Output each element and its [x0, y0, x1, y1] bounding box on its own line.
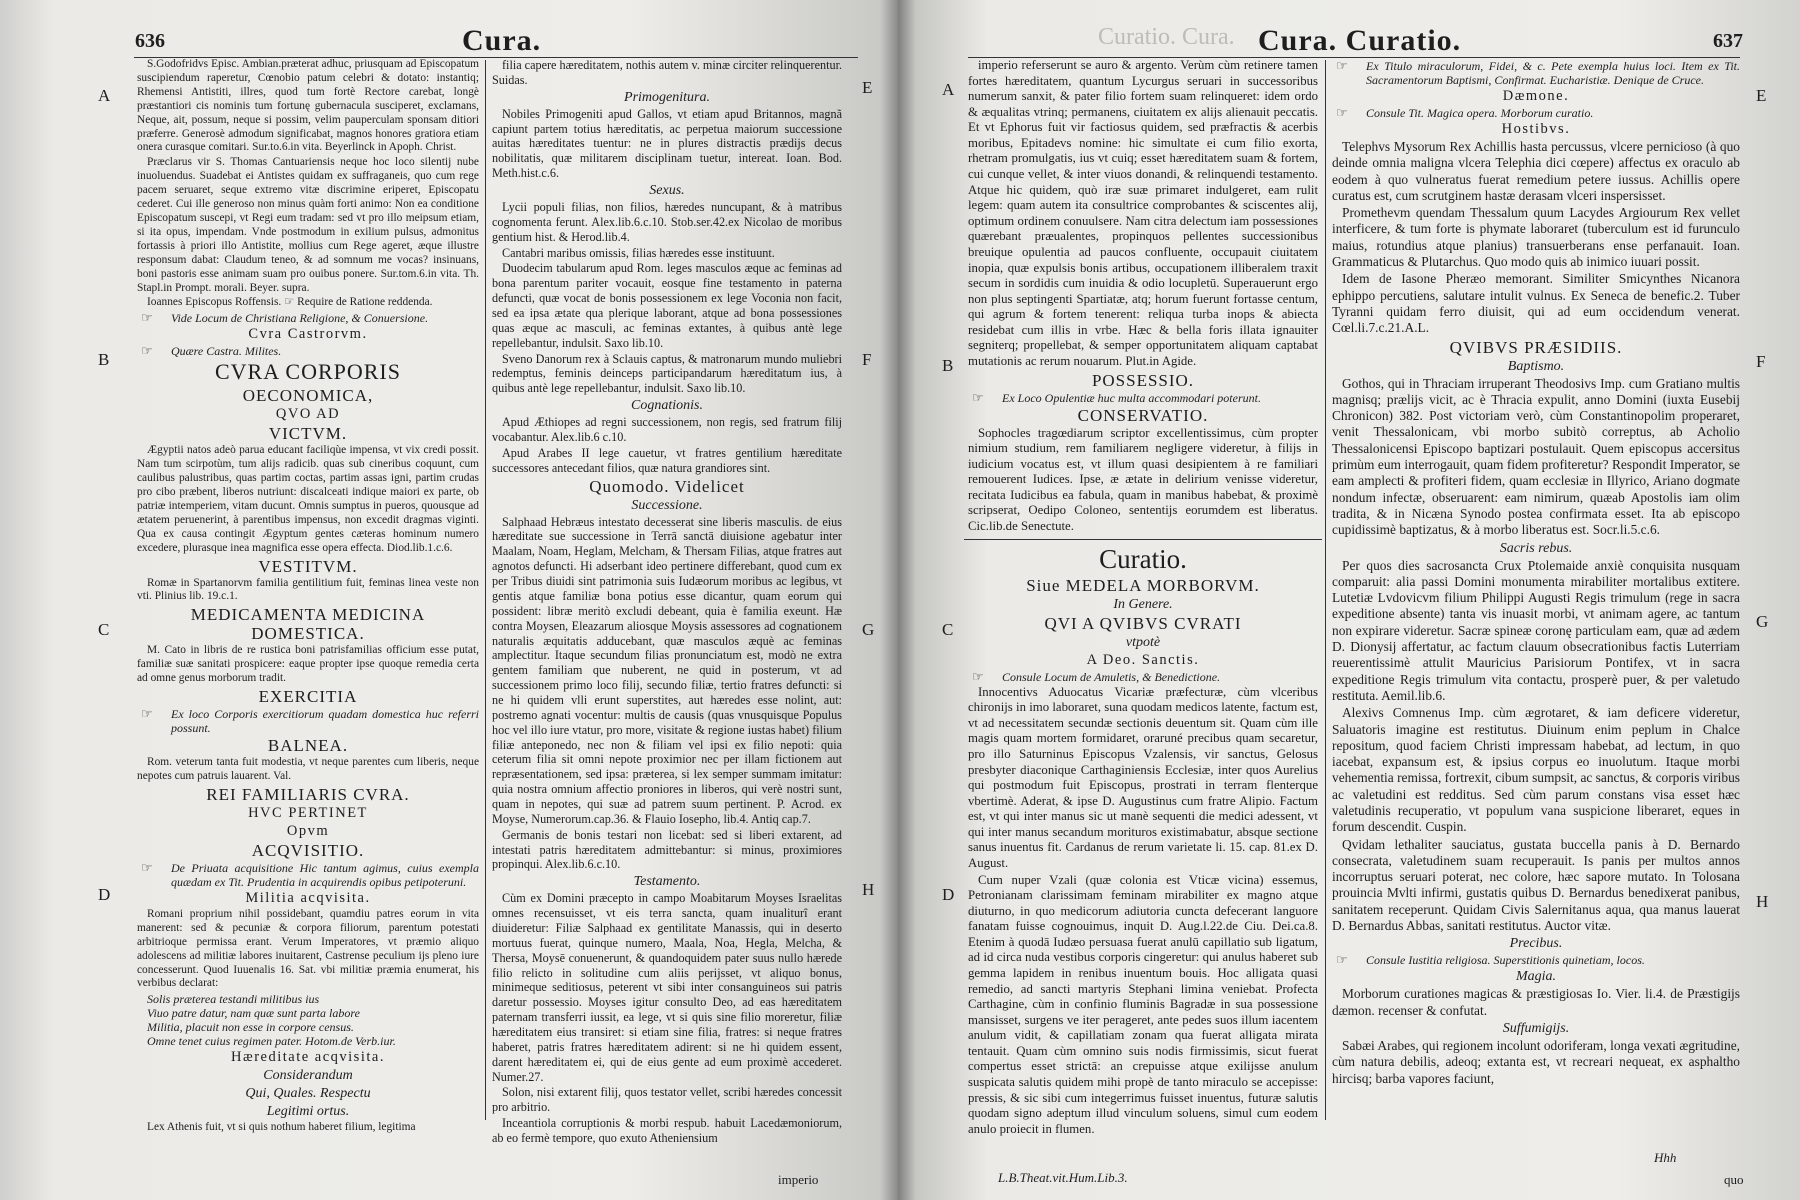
- paragraph: [137, 156, 479, 295]
- text: QVI A QVIBVS CVRATI: [1044, 613, 1242, 633]
- verse-line: [137, 1034, 479, 1048]
- text: In Genere.: [1113, 596, 1173, 612]
- text: Qui, Quales. Respectu: [245, 1086, 371, 1102]
- right-column-2: [1332, 58, 1740, 1088]
- text: Romani proprium nihil possidebant, quamdiu patres eorum in vita manerent: sed & pecuniæ & corpora filiorum, parentum potestati arbitrioque permissa erant. Verum Imperatores, vt præmio aliquo adolescens ad militiæ labores inuitarent, Castrense peculium ijs pleno iure concesserunt. Quod Iuuenalis 16. Sat. vbi militiæ præmia enumerat, his verbibus declarat:: [137, 907, 479, 990]
- text: Lycii populi filias, non filios, hæredes nuncupant, & à matribus cognomenta ferunt. Alex.lib.6.c.10. Stob.ser.42.ex Nicolao de moribus gentium hist. & Herod.lib.4.: [492, 200, 842, 244]
- cross-reference: [968, 670, 1318, 684]
- right-signature-mark: Hhh: [1654, 1150, 1677, 1165]
- text: Consule Tit. Magica opera. Morborum curatio.: [1366, 106, 1594, 120]
- text: Cùm ex Domini præcepto in campo Moabitarum Moyses Israelitas omnes recensuisset, vt eis terra sancta, quam inualiturî erant diuideretur: Filiæ Salphaad ex gentilitate Manassis, qui in deserto mortuus fuerat, quinque numero, Maala, Noa, Hegla, Melcha, & Thersa, Moysē conuenerunt, & quandoquidem pater suus nullo hærede filio relicto in solitudine cum aliis perijsset, vt aliquo bonus, minimeque seditiosus, peterent vt sibi inter consanguineos sui patris daretur possessio. Moyses igitur consulto Deo, ad eas hæreditatem paternam transferri iussit, ea lege, vt si quis sine filio moreretur, filiæ hæreditatem eius transiret: si etiam sine filia, fratres: si neque fratres haberet, patris fratres hæreditatem adirent: si ne hi quidem essent, darent hæreditatem ei, qui de eius gente ad eum proximè accederet. Numer.27.: [492, 891, 842, 1084]
- text: filia capere hæreditatem, nothis autem v. minæ circiter relinquerentur. Suidas.: [492, 58, 842, 87]
- heading: [137, 841, 479, 860]
- text: CONSERVATIO.: [1077, 405, 1209, 425]
- right-margin-g: G: [1756, 612, 1769, 631]
- text: De Priuata acquisitione Hic tantum agimus, cuius exempla quædam ex Tit. Prudentia in acquirendis opibus petipoteruni.: [171, 860, 479, 889]
- cross-reference: [968, 391, 1318, 405]
- paragraph: [137, 296, 479, 310]
- right-showthrough-head: Curatio. Cura.: [1098, 24, 1235, 50]
- right-running-title: Cura. Curatio.: [1258, 24, 1462, 57]
- text: Lex Athenis fuit, vt si quis nothum haberet filium, legitima: [147, 1121, 416, 1134]
- right-margin-d: D: [942, 885, 955, 904]
- heading: [968, 576, 1318, 595]
- heading: [137, 326, 479, 343]
- paragraph: [1332, 558, 1740, 705]
- left-margin-e: E: [862, 78, 873, 97]
- left-column-2: [492, 58, 842, 1147]
- text: Ex loco Corporis exercitiorum quadam domestica huc referri possunt.: [171, 707, 479, 736]
- cross-reference: [137, 344, 479, 358]
- right-margin-e: E: [1756, 86, 1767, 105]
- left-margin-f: F: [862, 350, 872, 369]
- paragraph: [1332, 139, 1740, 204]
- text: Gothos, qui in Thraciam irruperant Theodosivs Imp. cum Gratiano multis magnisq; prælijs vicit, ac è Thracia expulit, anno Domini (iuxta Eusebij Chronicon) 382. Post victoriam verò, cùm Constantinopolim properaret, venit Thessalonicam, vbi morbo subitò correptus, ab Acholio Thessalonicensi Episcopo baptizari postulauit. Quem episcopus accersitus primùm eum interrogauit, quam fidem profiteretur? Respondit Imperator, se eam amplecti & profiteri fidem, quam ecclesiæ in Illyrico, Ariano dogmate nondum infectæ, obseruarent: eam nimirum, quæab Apostolis iam olim tradita, & in Nicæna Synodo postea confirmata esset. Ita ab episcopo cupidissimè baptizatus, & à morbo liberatus est. Socr.li.5.c.6.: [1332, 375, 1740, 538]
- subheading: [137, 1085, 479, 1102]
- left-column-1: [137, 58, 479, 1136]
- heading: [137, 557, 479, 576]
- paragraph: [492, 515, 842, 827]
- text: Precibus.: [1509, 936, 1563, 952]
- text: imperio referserunt se auro & argento. Verùm cùm retinere tamen fortes hæreditatem, quantum Lycurgus seruari in successoribus numerum sanxit, & pater filio fortem suam relinqueret: idem ordo & æqualitas vtrinq; permanens, ciuitatem ex alijs alienauit peccatis. Et vt Ephorus fuit vir factiosus quidem, sed præfractis & acerbis moribus, Epitadevs nomine: hic simultate ei cum filio exorta, rhetram promulgatis, ius vt cuiq; esset hæreditatem suam & fortem, cui cunque vellet, & inter viuos donandi, & relinquendi testamento. Atque hic quidem, quò iræ suæ primaret indulgeret, eam rulit legem: quam autem ita consultrice comprobantes & sciscentes alij, optimum ordinem conuulsere. Nam citra delectum iam possessiones quærebant præualentes, propinquos pellentes successionibus breuique opulentia ad paucos confluente, occupauit ciuitatem inopia, quæ expulsis bonis artibus, occupationem illiberalem traxit secum in sordidis cum inuidia & odio locupletū. Superauerunt ergo non plus septingenti Spartiatæ, atq; horum fuerunt fortasse centum, qui agrum & fortem tenerent: reliqua turba inops & abiecta residebat cum illis in vrbe. Hæc & bella foris illata ignauiter segniterq; propellebat, & semper opportunitatem aliquam captabat mutationis ac rerum nouarum. Plut.in Agide.: [968, 58, 1318, 368]
- pointing-hand-icon: ☞: [141, 859, 153, 875]
- heading: [137, 736, 479, 755]
- paragraph: [968, 685, 1318, 872]
- right-margin-h: H: [1756, 892, 1769, 911]
- text: Quomodo. Videlicet: [589, 476, 745, 496]
- subheading: [137, 1067, 479, 1084]
- cross-reference: [1332, 953, 1740, 967]
- text: Telephvs Mysorum Rex Achillis hasta percussus, vlcere pernicioso (à quo deinde omnia maligna vlcera Telephia dici cœpere) affectus ex oraculo ab eodem à quo vulneratus fuerat remedium petere iussus. Achillis opere curatus est, cum scrutginem hastæ derasam vlceri inspersisset.: [1332, 139, 1740, 203]
- text: Ioannes Episcopus Roffensis. ☞ Require de Ratione reddenda.: [147, 296, 433, 309]
- paragraph: [137, 756, 479, 784]
- paragraph: [492, 415, 842, 445]
- text: Hostibvs.: [1501, 121, 1571, 137]
- left-margin-d: D: [98, 885, 111, 904]
- text: Quære Castra. Milites.: [171, 344, 282, 359]
- text: Cantabri maribus omissis, filias hæredes esse instituunt.: [502, 245, 775, 260]
- left-column-divider: [485, 60, 486, 1120]
- text: Ex Loco Opulentiæ huc multa accommodari poterunt.: [1002, 390, 1261, 405]
- pointing-hand-icon: ☞: [141, 343, 153, 359]
- text: Curatio.: [1099, 543, 1187, 574]
- heading: [137, 406, 479, 423]
- cross-reference: [137, 311, 479, 325]
- paragraph: [137, 908, 479, 991]
- left-page-number: 636: [135, 30, 165, 52]
- cross-reference: [1332, 106, 1740, 120]
- text: Opvm: [286, 822, 330, 839]
- text: Primogenitura.: [624, 89, 710, 105]
- pointing-hand-icon: ☞: [972, 389, 984, 405]
- text: Qvidam lethaliter sauciatus, gustata buccella panis à D. Bernardo consecrata, valetudinem suam recuperauit. Is panis per multos annos incorruptus seruari poterat, nec colore, hæc sapore mutato. In Tolosana prouincia Mvlti infirmi, gustatis quibus D. Bernardus benedixerat panibus, sanitatem receperunt. Quidam Civis Salernitanus aqua, qua manus lauerat D. Bernardus Abbas, sanitati restitutus. Auctor vitæ.: [1332, 836, 1740, 934]
- text: Sabæi Arabes, qui regionem incolunt odoriferam, longa vexati ægritudine, cùm natura debilis, adeoq; extanta est, vt recreari nequeat, ex asphaltho hircisq; barba vapores faciunt,: [1332, 1037, 1740, 1086]
- text: CVRA CORPORIS: [214, 359, 401, 385]
- text: Romæ in Spartanorvm familia gentilitium fuit, feminas linea veste non vti. Plinius lib. 19.c.1.: [137, 576, 479, 603]
- left-margin-h: H: [862, 880, 875, 899]
- subheading: [968, 634, 1318, 651]
- text: Alexivs Comnenus Imp. cùm ægrotaret, & iam deficere videretur, Saluatoris imagine est restitutus. Diuinum enim peplum in Chalce repositum, quod faciem Christi impressam habebat, ad lectum, in quo iacebat, expansum est, & ipsius corpus eo inuolutum. Itaque morbi vehementia remissa, fortrexit, cibum sumpsit, ac sanctus, & corporis viribus ac valetudini est redditus. Sed cùm parum constans visa esset hæc valetudinis recuperatio, vt populum vana suspicione liberaret, eques in forum descendit. Cuspin.: [1332, 705, 1740, 835]
- text: Consule Locum de Amuletis, & Benedictione.: [1002, 669, 1221, 684]
- text: Idem de Iasone Pheræo memorant. Similiter Smicynthes Nicanora ephippo percutiens, salutare intulit vulnus. Ex Seneca de benefic.2. Tuber Tyranni quidam ferro diuisit, qui ad eum occidendum venerat. Cœl.li.7.c.21.A.L.: [1332, 271, 1740, 336]
- heading: [968, 406, 1318, 425]
- paragraph: [1332, 205, 1740, 270]
- left-margin-a: A: [98, 86, 111, 105]
- heading: [137, 785, 479, 804]
- text: REI FAMILIARIS CVRA.: [206, 784, 410, 804]
- right-column-divider: [1325, 60, 1326, 1120]
- text: Consule Iustitia religiosa. Superstitionis quinetiam, locos.: [1366, 953, 1645, 968]
- text: EXERCITIA: [258, 687, 358, 707]
- pointing-hand-icon: ☞: [141, 706, 153, 722]
- text: HVC PERTINET: [248, 804, 368, 821]
- subheading: [1332, 358, 1740, 375]
- text: A Deo. Sanctis.: [1086, 651, 1200, 668]
- heading: [137, 605, 479, 643]
- text: Cum nuper Vzali (quæ colonia est Vticæ vicina) essemus, Petronianam clarissimam feminam mirabiliter ex magno atque diuturno, in quo medicorum adiutoria cuncta defecerant languore fanatam fuisse cognouimus, inquit D. Aug.l.22.de Ciu. Dei.ca.8. Etenim à quodā Iudæo persuasa fuerat anulū capillatio sub ligatum, ad id circa nuda vestibus corporis cingeretur: qui anulus haberet sub gemma lapidem in renibus inuentum bouis. Hoc alligata quasi remedio, ad sancti martyris Stephani limina veniebat. Profecta Carthagine, cùm in confinio fluminis Bagradæ in sua possessione mansisset, surgens ve iter perageret, ante pedes suos illum iacentem anulum vidit, & capillatiam zonam qua fuerat alligata mirata tentauit. Quam cùm omnino suis nodis firmissimis, sicut fuerat compertus esset strictā: an crepuisse atque exilijsse anulum suspicata salutis quidem mihi propè de tanto miraculo se accepisse: pressis, & sic sibi cum integerrimus fuisset inuentus, futuræ salutis quodam signo adeptum illud vinculum soluens, simul cum eodem anulo proiecit in flumen.: [968, 872, 1318, 1136]
- right-page-number: 637: [1713, 30, 1743, 52]
- text: VESTITVM.: [258, 556, 358, 576]
- cross-reference: [137, 861, 479, 889]
- text: Inceantiola corruptionis & morbi respub. habuit Lacedæmoniorum, ab eo fermè tempore, quo exuto Atheniensium: [492, 1116, 842, 1145]
- heading: [137, 1049, 479, 1066]
- paragraph: [492, 200, 842, 245]
- left-page: [0, 0, 898, 1200]
- right-margin-c: C: [942, 620, 954, 639]
- text: Considerandum: [263, 1068, 353, 1084]
- heading: [137, 890, 479, 907]
- text: Solon, nisi extarent filij, quos testator vellet, scribi hæredes concessit pro arbitrio.: [492, 1085, 842, 1115]
- verse-line: [137, 992, 479, 1006]
- right-margin-f: F: [1756, 352, 1766, 371]
- text: Ægyptii natos adeò parua educant faciliqùe impensa, vt vix credi possit. Nam tum scirpotùm, tum alijs radicib. quas sub cineribus coquunt, cum caulibus palustribus, quas partim coctas, partim assas igni, partim crudas pro cibo præbent, liberos nutriunt: discalceati indique maiori ex parte, ob patriæ intemperiem, vitam ducunt. Omnis sumptus in pueros, quousque ad ætatem peruenerint, à parentibus impensus, non excedit dragmas viginti. Qua ex causa contingit Ægyptum gentes cæteras hominum numero excedere, plurasque inea magnifica esse opera effecta. Diod.lib.1.c.6.: [137, 444, 479, 554]
- paragraph: [1332, 705, 1740, 835]
- text: Sexus.: [649, 183, 685, 199]
- paragraph: [492, 261, 842, 350]
- subheading: [492, 89, 842, 106]
- subheading: [137, 1103, 479, 1120]
- subheading: [1332, 968, 1740, 985]
- heading: [137, 360, 479, 384]
- paragraph: [968, 426, 1318, 535]
- paragraph: [492, 828, 842, 873]
- text: Ex Titulo miraculorum, Fidei, & c. Pete exempla huius loci. Item ex Tit. Sacramentorum Baptismi, Confirmat. Eucharistiæ. Denique de Cruce.: [1366, 59, 1740, 87]
- subheading: [1332, 935, 1740, 952]
- text: S.Godofridvs Episc. Ambian.præterat adhuc, priusquam ad Episcopatum suscipiendum raperetur, Cœnobio patum celebri & dotato: instantiq; Rhemensi Antistiti, illres, quod tum fortè Rectore carebat, longè præstantiori cis nominis tum fortunę gubernacula susciperet, exclamans, Neque, ait, possum, neque si possim, velim pauperculam sponsam ditiori præferre. Generosè admodum significabat, magnos honores gratiora etiam onera curasque comitari. Sur.to.6.in vita. Beyerlinck in Apoph. Christ.: [137, 58, 479, 154]
- pointing-hand-icon: ☞: [972, 668, 984, 684]
- paragraph: [492, 891, 842, 1084]
- pointing-hand-icon: ☞: [1336, 58, 1348, 73]
- paragraph: [492, 58, 842, 88]
- section-rule: [964, 539, 1322, 540]
- text: Innocentivs Aduocatus Vicariæ præfecturæ, cùm vlceribus chironijs in imo laboraret, suna quodam medicos latente, factum est, vt ad necessitatem secundæ sectionis deuentum sit. Quam cùm ille magis quam mortem formidaret, oraruné precibus quam secaretur, pro illo Saturninus Episcopus Vzalensis, vir sanctus, Gelosus presbyter diaconique Carthaginiensis Ecclesiæ, inter quos Aurelius qui postmodum fuit Episcopus, prostrati in terram flenterque vbertimè. Aderat, & ipse D. Augustinus cum fratre Alipio. Factum est, vt qui inter manus sic ut manè sequenti die medici adessent, vt qui inter manus secandum morituros existimabatur, absque sectione sanus inuentus fit. Cardanus de rerum varietate li. 15. cap. 81.ex D. August.: [968, 684, 1318, 870]
- heading: [137, 424, 479, 443]
- paragraph: [968, 873, 1318, 1138]
- text: Morborum curationes magicas & præstigiosas Io. Vier. li.4. de Præstigijs dæmon. recenser & confutat.: [1332, 986, 1740, 1018]
- text: Per quos dies sacrosancta Crux Ptolemaide anxiè conquisita nusquam comparuit: alia passi Domini monumenta mirabiliter mortalibus extitere. Lutetiæ Lvdovicvm filium Philippi Augusti Regis trimulum (rege in sacra expeditione absente) tanta vis inuasit morbi, vt animam agere, ac tantum non expirare videretur. Sacræ spineæ coronę particulam eam, quæ ad ædem D. Dionysij affertatur, ac factum clauum obsecrationibus factis Luterriam reuerentissimè attulit Mauricius Parisiorum Pontifex, vt in sacra expeditione Regis trimulum vita contactu, prosperè puer, & per valetudo restituta. Aemil.lib.6.: [1332, 557, 1740, 703]
- pointing-hand-icon: ☞: [1336, 952, 1348, 968]
- right-margin-b: B: [942, 356, 954, 375]
- verse-line: [137, 1020, 479, 1034]
- text: Successione.: [631, 497, 703, 513]
- text: Sacris rebus.: [1499, 540, 1573, 556]
- text: Suffumigijs.: [1502, 1020, 1570, 1036]
- subheading: [492, 397, 842, 414]
- cross-reference: [137, 707, 479, 735]
- text: Militia acqvisita.: [245, 889, 371, 906]
- text: ACQVISITIO.: [251, 840, 365, 860]
- paragraph: [1332, 837, 1740, 935]
- heading: [968, 652, 1318, 669]
- text: Rom. veterum tanta fuit modestia, vt neque parentes cum liberis, neque nepotes cum patruis lauarent. Val.: [137, 756, 479, 782]
- right-footer-note: L.B.Theat.vit.Hum.Lib.3.: [998, 1170, 1128, 1185]
- paragraph: [492, 1116, 842, 1146]
- text: Sophocles tragœdiarum scriptor excellentissimus, cùm propter nimium studium, rem familiarem negligere videretur, à filijs in iudicium vocatus est, vt illum quasi desipientem à re familiari remouerent Iudices. Ipse, æ ætate in delirium venisse videretur, recitata Iudicibus ea fabula, quam in manibus habebat, & proximè scripserat, Oedipo Coloneo, sententijs eorumdem est liberatus. Cic.lib.de Senectute.: [968, 425, 1318, 534]
- paragraph: [137, 577, 479, 605]
- paragraph: [492, 246, 842, 261]
- text: Legitimi ortus.: [266, 1104, 350, 1120]
- text: Dæmone.: [1502, 88, 1570, 104]
- left-running-title: Cura.: [462, 24, 542, 57]
- text: Apud Æthiopes ad regni successionem, non regis, sed fratrum filij vocabantur. Alex.lib.6 c.10.: [492, 415, 842, 445]
- right-page: [898, 0, 1800, 1200]
- heading: [1332, 338, 1740, 357]
- section-title: [968, 544, 1318, 574]
- text: Vide Locum de Christiana Religione, & Conuersione.: [171, 311, 429, 326]
- text: Germanis de bonis testari non licebat: sed si liberi extarent, ad intestati patris hæreditatem admittebantur: si minus, proximiores propinqui. Alex.lib.6.c.10.: [492, 827, 842, 872]
- left-margin-g: G: [862, 620, 875, 639]
- text: Salphaad Hebræus intestato decesserat sine liberis masculis. de eius hæreditate sue successione in Terrā sanctā diuisione agebatur inter Maalam, Noam, Heglam, Melcham, & Thersam Filias, atque fratres aut agnotos defuncti. Hi adserbant ideo pertinere differebant, quod cum ex per Tribus diuidi sint patrimonia suis Iudæorum moribus ac legibus, vt gentis atque familiæ bona potius esse dicantur, quam eorum qui possident: libræ meritò excludi debeant, quia è familia exeunt. Hæ contra Moysen, Eleazarum aliosque Moysis assessores ad cognationem naturalis æquitatis adducebant, quæ masculos æquè ac feminas amplectitur. Itaque secundum filias pronunciatum est, modò ne extra gentem familiam que nuberent, ne quid in posterum, vt ad successionem primo loco filij, secundo filiæ, tertio fratres defuncti: si ne hi quidem vlli erunt superstites, aut hæredes esse nolint, aut: postremo agnati vocentur: multis de causis (quas vnusquisque Populus hoc vel illo iure vtatur, pro more, visitate & regione iustas habet) filium filiæ anteponedo, nec non & filiam vel ipsi ex filio nepoti: quia ceterum filia sit omni nepote proximior nec per illam fictionem aut repræsentationem, sed ipsa: præterea, si lex semper summam imitatur: quia nostra omnium affectio proniores in liberos, qui verè nostri sunt, quam in nepotes, qui suæ ad patrem suum pertinent. P. Acrod. ex Moyse, Numerorum.cap.36. & Flauio Iosepho, lib.4. Antiq cap.7.: [492, 514, 842, 826]
- text: Nobiles Primogeniti apud Gallos, vt etiam apud Britannos, magnã capiunt partem totius hæreditatis, ac perpetua maiorum successione auitas hæreditates tuentur: ne in plures distractis prædijs decus nobilitatis, quæ militarem disciplinam tuetur, intereat. Ioan. Bod. Meth.hist.c.6.: [492, 106, 842, 181]
- text: Cvra Castrorvm.: [248, 326, 368, 343]
- text: Testamento.: [633, 874, 701, 890]
- left-catchword: imperio: [778, 1172, 819, 1187]
- heading: [968, 371, 1318, 390]
- text: Siue MEDELA MORBORVM.: [1026, 575, 1260, 595]
- right-margin-a: A: [942, 80, 955, 99]
- heading: [137, 687, 479, 706]
- paragraph: [1332, 271, 1740, 336]
- paragraph: [137, 58, 479, 155]
- text: Præclarus vir S. Thomas Cantuariensis neque hoc loco silentij nube inuoluendus. Suadebat ei Antistes quidam ex suffraganeis, quo cum rege pacem seruaret, seque extremo vitæ discrimine eriperet, Episcopatu cederet. Cui ille generoso non minus quàm forti animo: Non ea conditione Episcopatum suscepi, vt Regi eum tradam: sed vt pro illo meipsum etiam, si ita opus, impendam. Vnde postmodum in exilium pulsus, admonitus fortassis à priori illo Antistite, mollius cum Rege ageret, æque illustre responsum dabat: Claudum teneo, & ad somnum me vocas? insinuans, boni pastoris esse animam suam pro ouibus ponere. Sur.tom.6.in vita. Th. Stapl.in Prompt. morali. Beyer. supra.: [137, 156, 479, 294]
- right-column-1: [968, 58, 1318, 1138]
- text: Viuo patre datur, nam quæ sunt parta labore: [147, 1006, 360, 1021]
- text: Militia, placuit non esse in corpore census.: [147, 1020, 354, 1035]
- heading: [968, 614, 1318, 633]
- paragraph: [137, 444, 479, 555]
- heading: [1332, 88, 1740, 105]
- paragraph: [137, 644, 479, 686]
- text: VICTVM.: [268, 424, 348, 444]
- text: Hæreditate acqvisita.: [231, 1049, 385, 1066]
- subheading: [492, 497, 842, 514]
- subheading: [1332, 540, 1740, 557]
- text: M. Cato in libris de re rustica boni patrisfamilias officium esse putat, familiæ suæ sanitati prospicere: eaque propter ipse quoque remedia certa ad omne genus morborum tradit.: [137, 644, 479, 685]
- text: QVO AD: [275, 406, 341, 423]
- heading: [137, 805, 479, 822]
- subheading: [968, 596, 1318, 613]
- paragraph: [492, 107, 842, 181]
- subheading: [492, 873, 842, 890]
- heading: [1332, 121, 1740, 138]
- right-catchword: quo: [1724, 1172, 1744, 1187]
- verse-line: [137, 1006, 479, 1020]
- paragraph: [1332, 1038, 1740, 1087]
- paragraph: [1332, 376, 1740, 539]
- paragraph: [492, 446, 842, 476]
- text: Magia.: [1515, 969, 1557, 985]
- text: Omne tenet cuius regimen pater. Hotom.de Verb.iur.: [147, 1034, 396, 1049]
- text: BALNEA.: [267, 736, 349, 756]
- pointing-hand-icon: ☞: [1336, 105, 1348, 120]
- heading: [137, 386, 479, 405]
- pointing-hand-icon: ☞: [141, 310, 153, 326]
- text: Solis præterea testandi militibus ius: [147, 992, 320, 1007]
- text: POSSESSIO.: [1091, 370, 1195, 390]
- heading: [137, 823, 479, 840]
- paragraph: [492, 352, 842, 397]
- text: MEDICAMENTA MEDICINA DOMESTICA.: [190, 605, 426, 644]
- text: Promethevm quendam Thessalum quum Lacydes Argiourum Rex vellet interficere, & tum forte is phymate laboraret (tuberculum est id furunculo maius, rotundius atque planius) transuerberans ense perfanauit. Ioan. Grammaticus & Plutarchus. Quo modo quis ab inimico iuuari possit.: [1332, 205, 1740, 270]
- left-margin-b: B: [98, 350, 110, 369]
- text: Apud Arabes II lege cauetur, vt fratres gentilium hæreditate successores antecedant filios, quæ natura grandiores sint.: [492, 445, 842, 475]
- text: Duodecim tabularum apud Rom. leges masculos æque ac feminas ad bona parentum pariter vocauit, eosque fine testamento in paterna defuncti, quæ vocat de bonis possessionem ex lege Voconia non facit, sed ea ipsa ætate qua plerique laborant, atque ad bona possessiones quas æque ac masculi, ac feminas extantes, à quibus antè lege repellebantur, indulsit. Saxo lib.10.: [492, 261, 842, 350]
- left-margin-c: C: [98, 620, 110, 639]
- heading: [492, 477, 842, 496]
- subheading: [1332, 1020, 1740, 1037]
- cross-reference: [1332, 59, 1740, 87]
- subheading: [492, 182, 842, 199]
- text: Cognationis.: [631, 398, 703, 414]
- text: Sveno Danorum rex à Sclauis captus, & matronarum mundo muliebri redemptus, feminis deinceps participandarum hæreditatum ius, à quibus antè lege repellebantur, indulsit. Saxo lib.10.: [492, 351, 842, 396]
- text: Baptismo.: [1507, 358, 1565, 374]
- text: OECONOMICA,: [242, 386, 374, 406]
- paragraph: [968, 58, 1318, 370]
- paragraph: [137, 1121, 479, 1135]
- paragraph: [492, 1085, 842, 1115]
- text: vtpotè: [1125, 634, 1161, 650]
- text: QVIBVS PRÆSIDIIS.: [1449, 337, 1623, 357]
- paragraph: [1332, 986, 1740, 1019]
